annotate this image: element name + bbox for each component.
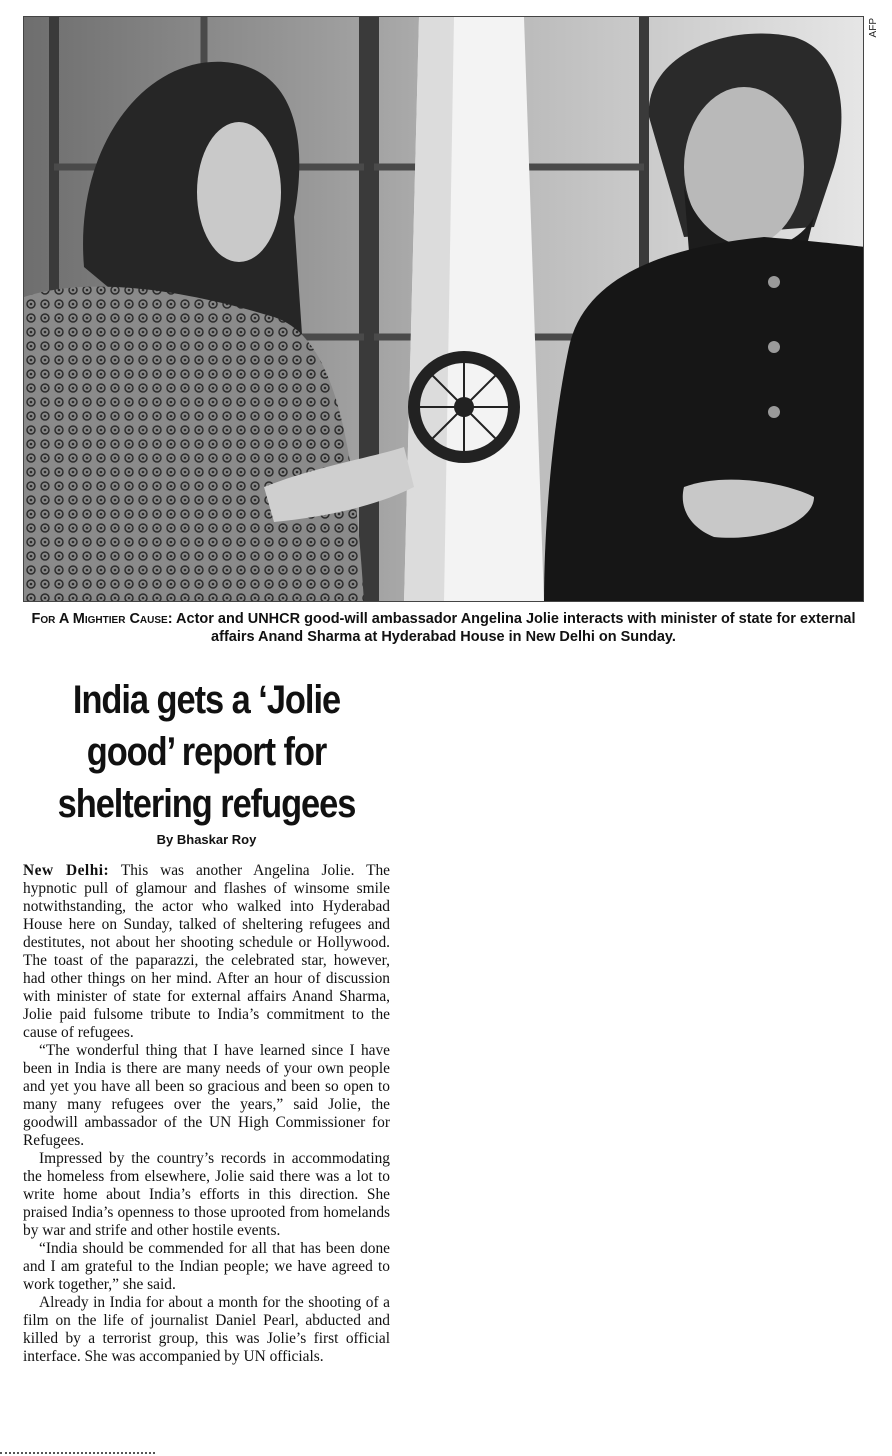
news-photo bbox=[23, 16, 864, 602]
article-paragraph: Impressed by the country’s records in accommodating the homeless from elsewhere, Jolie said there was a lot to write home about India’s efforts in this direction. She praised India’s openness to those uprooted from homelands by war and strife and other hostile events. bbox=[23, 1150, 390, 1239]
bottom-dotted-rule bbox=[0, 1452, 155, 1454]
headline-line: sheltering refugees bbox=[57, 782, 356, 826]
dateline: New Delhi: bbox=[23, 862, 110, 879]
byline: By Bhaskar Roy bbox=[156, 832, 257, 847]
article-paragraph bbox=[23, 862, 390, 1042]
paragraph-text: This was another Angelina Jolie. The hypnotic pull of glamour and flashes of winsome smile notwithstanding, the actor who walked into Hyderabad House here on Sunday, talked of sheltering refugees and destitutes, not about her shooting schedule or Hollywood. The toast of the paparazzi, the celebrated star, however, had other things on her mind. After an hour of discussion with minister of state for external affairs Anand Sharma, Jolie paid fulsome tribute to India’s commitment to the cause of refugees. bbox=[23, 862, 390, 1041]
article-paragraph: “The wonderful thing that I have learned since I have been in India is there are many needs of your own people and yet you have all been so gracious and been so open to many many refugees over the years,” said Jolie, the goodwill ambassador of the UN High Commissioner for Refugees. bbox=[23, 1042, 390, 1149]
caption-text: Actor and UNHCR good-will ambassador Angelina Jolie interacts with minister of state for external affairs Anand Sharma at Hyderabad House in New Delhi on Sunday. bbox=[172, 611, 856, 645]
article-paragraph: “India should be commended for all that has been done and I am grateful to the Indian people; we have agreed to work together,” she said. bbox=[23, 1240, 390, 1293]
photo-credit: AFP bbox=[868, 18, 879, 38]
article-body bbox=[23, 862, 390, 1366]
article-headline bbox=[49, 674, 365, 830]
headline-line: India gets a ‘Jolie bbox=[72, 678, 341, 722]
headline-line: good’ report for bbox=[86, 730, 327, 774]
article-paragraph: Already in India for about a month for the shooting of a film on the life of journalist Daniel Pearl, abducted and killed by a terrorist group, this was Jolie’s first official interface. She was accompanied by UN officials. bbox=[23, 1294, 390, 1365]
caption-kicker: For A Mightier Cause: bbox=[31, 611, 173, 627]
photo-caption bbox=[23, 610, 864, 646]
